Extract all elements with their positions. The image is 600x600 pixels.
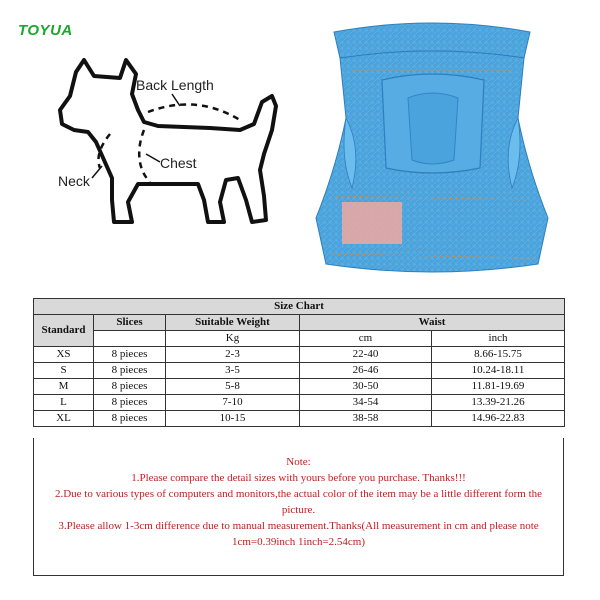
column-header-standard: Standard (34, 315, 94, 347)
note-item: 2.Due to various types of computers and monitors,the actual color of the item may be a little different form the picture. (54, 488, 543, 516)
unit-cell-cm: cm (300, 331, 432, 347)
size-cell: L (34, 395, 94, 411)
slices-cell: 8 pieces (94, 379, 166, 395)
back-length-label: Back Length (136, 77, 214, 93)
table-row (34, 395, 565, 411)
size-cell: M (34, 379, 94, 395)
size-cell: XL (34, 411, 94, 427)
center-fold-shape (408, 93, 458, 164)
note-item: 3.Please allow 1-3cm difference due to manual measurement.Thanks(All measurement in cm and please note 1cm=0.39inch 1inch=2.54cm) (58, 520, 539, 548)
column-header-weight: Suitable Weight (166, 315, 300, 331)
weight-cell: 10-15 (166, 411, 300, 427)
column-header-waist: Waist (300, 315, 565, 331)
weight-cell: 2-3 (166, 347, 300, 363)
velcro-tab (342, 202, 402, 244)
waist-cm-cell: 22-40 (300, 347, 432, 363)
column-header-slices: Slices (94, 315, 166, 331)
size-chart (33, 298, 564, 427)
size-chart-table (33, 298, 565, 427)
waist-cm-cell: 26-46 (300, 363, 432, 379)
waist-inch-cell: 13.39-21.26 (432, 395, 565, 411)
waist-inch-cell: 10.24-18.11 (432, 363, 565, 379)
back-length-line (148, 104, 240, 120)
slices-cell: 8 pieces (94, 347, 166, 363)
table-row (34, 363, 565, 379)
chest-label: Chest (160, 155, 197, 171)
slices-cell: 8 pieces (94, 395, 166, 411)
unit-cell-slices (94, 331, 166, 347)
waist-inch-cell: 11.81-19.69 (432, 379, 565, 395)
waist-cm-cell: 38-58 (300, 411, 432, 427)
slices-cell: 8 pieces (94, 411, 166, 427)
waist-cm-cell: 34-54 (300, 395, 432, 411)
weight-cell: 5-8 (166, 379, 300, 395)
waist-cm-cell: 30-50 (300, 379, 432, 395)
notes-title: Note: (286, 456, 311, 468)
notes-box (33, 438, 564, 576)
note-item: 1.Please compare the detail sizes with yours before you purchase. Thanks!!! (131, 472, 466, 484)
table-row (34, 347, 565, 363)
neck-pointer (92, 166, 102, 178)
size-cell: XS (34, 347, 94, 363)
size-cell: S (34, 363, 94, 379)
dog-measurement-diagram (40, 50, 290, 240)
neck-label: Neck (58, 173, 90, 189)
brand-logo-text: TOYUA (18, 22, 73, 39)
unit-cell-kg: Kg (166, 331, 300, 347)
size-chart-title: Size Chart (34, 299, 565, 315)
table-row (34, 379, 565, 395)
weight-cell: 7-10 (166, 395, 300, 411)
product-photo-denim-diaper (312, 18, 552, 280)
waist-inch-cell: 8.66-15.75 (432, 347, 565, 363)
slices-cell: 8 pieces (94, 363, 166, 379)
unit-cell-inch: inch (432, 331, 565, 347)
waist-inch-cell: 14.96-22.83 (432, 411, 565, 427)
table-row (34, 411, 565, 427)
weight-cell: 3-5 (166, 363, 300, 379)
